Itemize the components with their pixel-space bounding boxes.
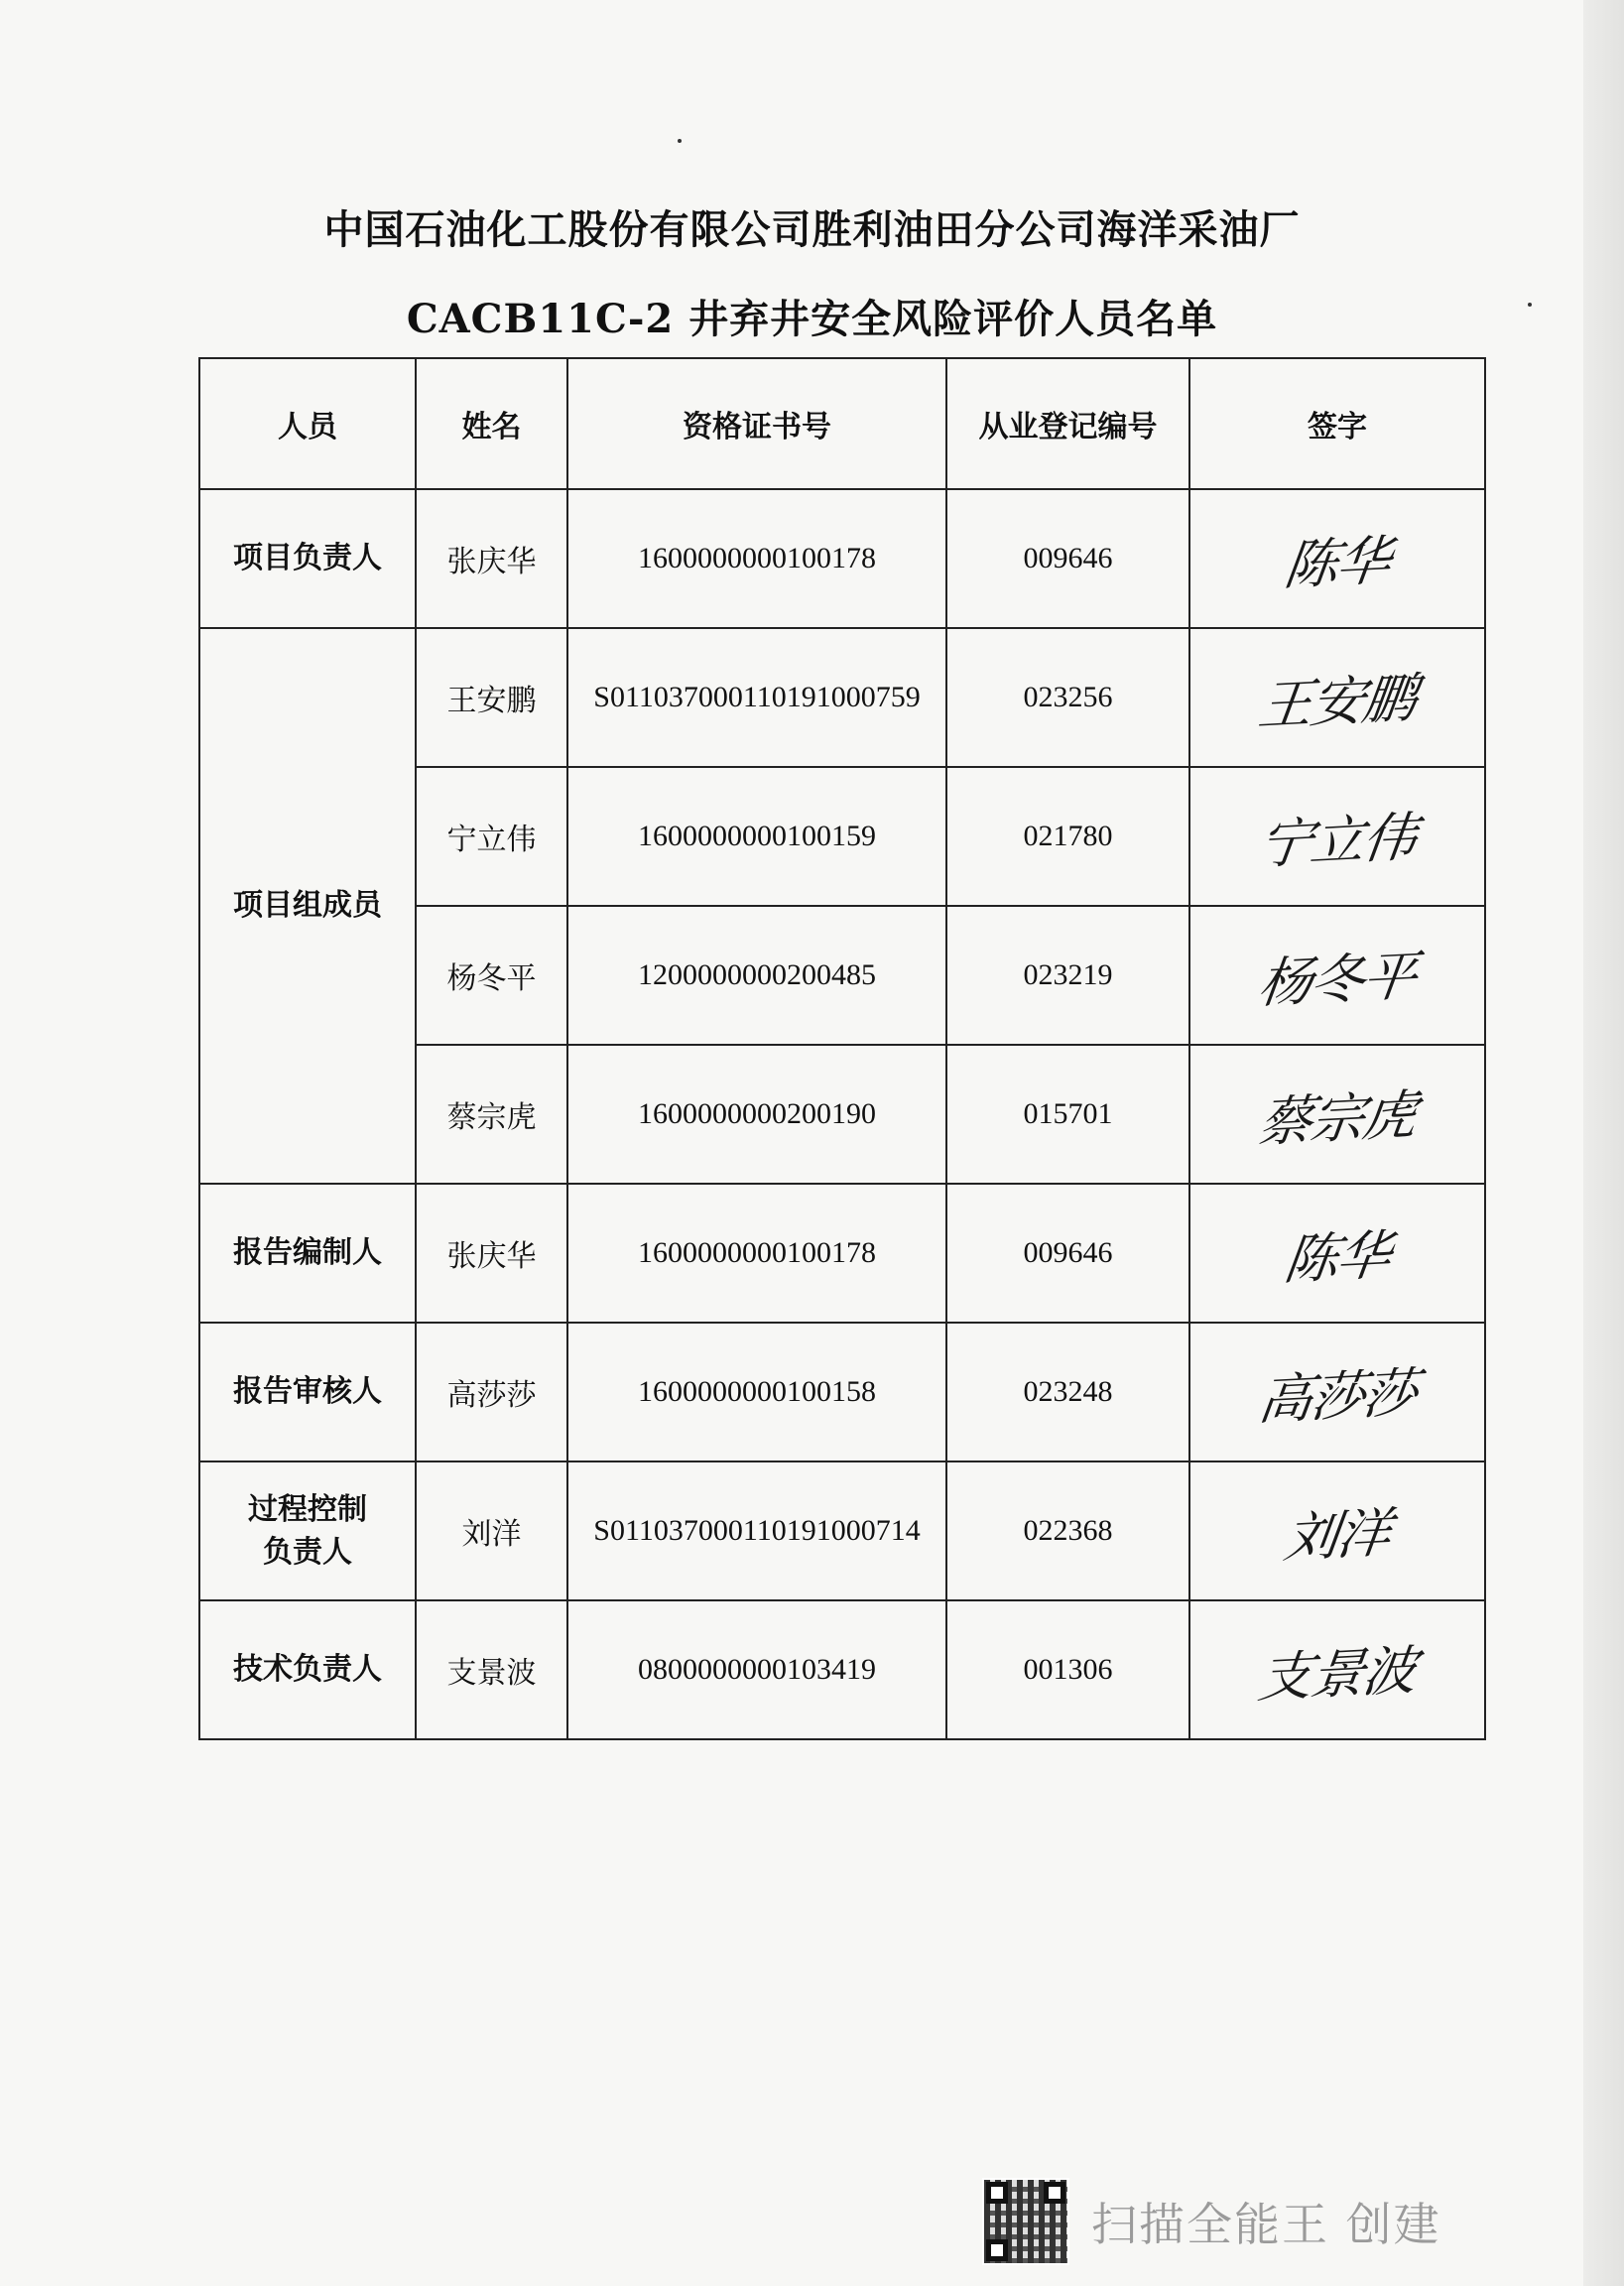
handwritten-signature: 支景波 <box>1254 1638 1420 1710</box>
handwritten-signature: 杨冬平 <box>1254 944 1420 1015</box>
certificate-cell: 1600000000100178 <box>567 1184 946 1323</box>
document-subtitle: CACB11C-2 井弃井安全风险评价人员名单 <box>406 296 1218 342</box>
registration-cell: 023219 <box>946 906 1189 1045</box>
role-cell: 技术负责人 <box>199 1600 416 1739</box>
signature-cell <box>1189 906 1485 1045</box>
name-cell: 高莎莎 <box>416 1323 567 1461</box>
qr-code-icon <box>982 2178 1069 2265</box>
header-certificate: 资格证书号 <box>567 358 946 489</box>
header-registration: 从业登记编号 <box>946 358 1189 489</box>
name-cell: 刘洋 <box>416 1461 567 1600</box>
header-role: 人员 <box>199 358 416 489</box>
table-row <box>199 489 1485 628</box>
table-header-row <box>199 358 1485 489</box>
name-cell: 杨冬平 <box>416 906 567 1045</box>
certificate-cell: 0800000000103419 <box>567 1600 946 1739</box>
registration-cell: 023248 <box>946 1323 1189 1461</box>
name-cell: 宁立伟 <box>416 767 567 906</box>
handwritten-signature: 蔡宗虎 <box>1254 1082 1420 1154</box>
table-row <box>199 1461 1485 1600</box>
signature-cell <box>1189 1600 1485 1739</box>
header-name: 姓名 <box>416 358 567 489</box>
certificate-cell: 1200000000200485 <box>567 906 946 1045</box>
table-row <box>199 628 1485 767</box>
registration-cell: 023256 <box>946 628 1189 767</box>
handwritten-signature: 刘洋 <box>1281 1500 1393 1570</box>
certificate-cell: 1600000000100159 <box>567 767 946 906</box>
registration-cell: 015701 <box>946 1045 1189 1184</box>
table-row <box>199 1184 1485 1323</box>
role-cell <box>199 1461 416 1600</box>
scanner-watermark <box>982 2178 1441 2265</box>
role-cell: 项目负责人 <box>199 489 416 628</box>
name-cell: 王安鹏 <box>416 628 567 767</box>
signature-cell <box>1189 767 1485 906</box>
role-line: 过程控制 <box>248 1491 367 1527</box>
handwritten-signature: 高莎莎 <box>1254 1360 1420 1432</box>
signature-cell <box>1189 489 1485 628</box>
watermark-text: 扫描全能王 创建 <box>1091 2198 1441 2251</box>
registration-cell: 022368 <box>946 1461 1189 1600</box>
handwritten-signature: 王安鹏 <box>1254 666 1420 737</box>
certificate-cell: S011037000110191000714 <box>567 1461 946 1600</box>
registration-cell: 009646 <box>946 1184 1189 1323</box>
name-cell: 蔡宗虎 <box>416 1045 567 1184</box>
registration-cell: 001306 <box>946 1600 1189 1739</box>
signature-cell <box>1189 628 1485 767</box>
name-cell: 张庆华 <box>416 1184 567 1323</box>
handwritten-signature: 陈华 <box>1281 528 1393 597</box>
registration-cell: 021780 <box>946 767 1189 906</box>
document-title: 中国石油化工股份有限公司胜利油田分公司海洋采油厂 <box>323 206 1301 253</box>
handwritten-signature: 宁立伟 <box>1254 805 1420 876</box>
handwritten-signature: 陈华 <box>1281 1222 1393 1292</box>
certificate-cell: S011037000110191000759 <box>567 628 946 767</box>
certificate-cell: 1600000000100158 <box>567 1323 946 1461</box>
role-cell: 报告编制人 <box>199 1184 416 1323</box>
personnel-table <box>198 357 1486 1740</box>
name-cell: 支景波 <box>416 1600 567 1739</box>
registration-cell: 009646 <box>946 489 1189 628</box>
header-signature: 签字 <box>1189 358 1485 489</box>
certificate-cell: 1600000000100178 <box>567 489 946 628</box>
signature-cell <box>1189 1461 1485 1600</box>
name-cell: 张庆华 <box>416 489 567 628</box>
table-row <box>199 1600 1485 1739</box>
paper-speck <box>678 139 682 143</box>
role-cell: 报告审核人 <box>199 1323 416 1461</box>
signature-cell <box>1189 1323 1485 1461</box>
signature-cell <box>1189 1045 1485 1184</box>
certificate-cell: 1600000000200190 <box>567 1045 946 1184</box>
signature-cell <box>1189 1184 1485 1323</box>
table-row <box>199 1323 1485 1461</box>
role-cell: 项目组成员 <box>199 628 416 1184</box>
role-line: 负责人 <box>263 1535 352 1570</box>
